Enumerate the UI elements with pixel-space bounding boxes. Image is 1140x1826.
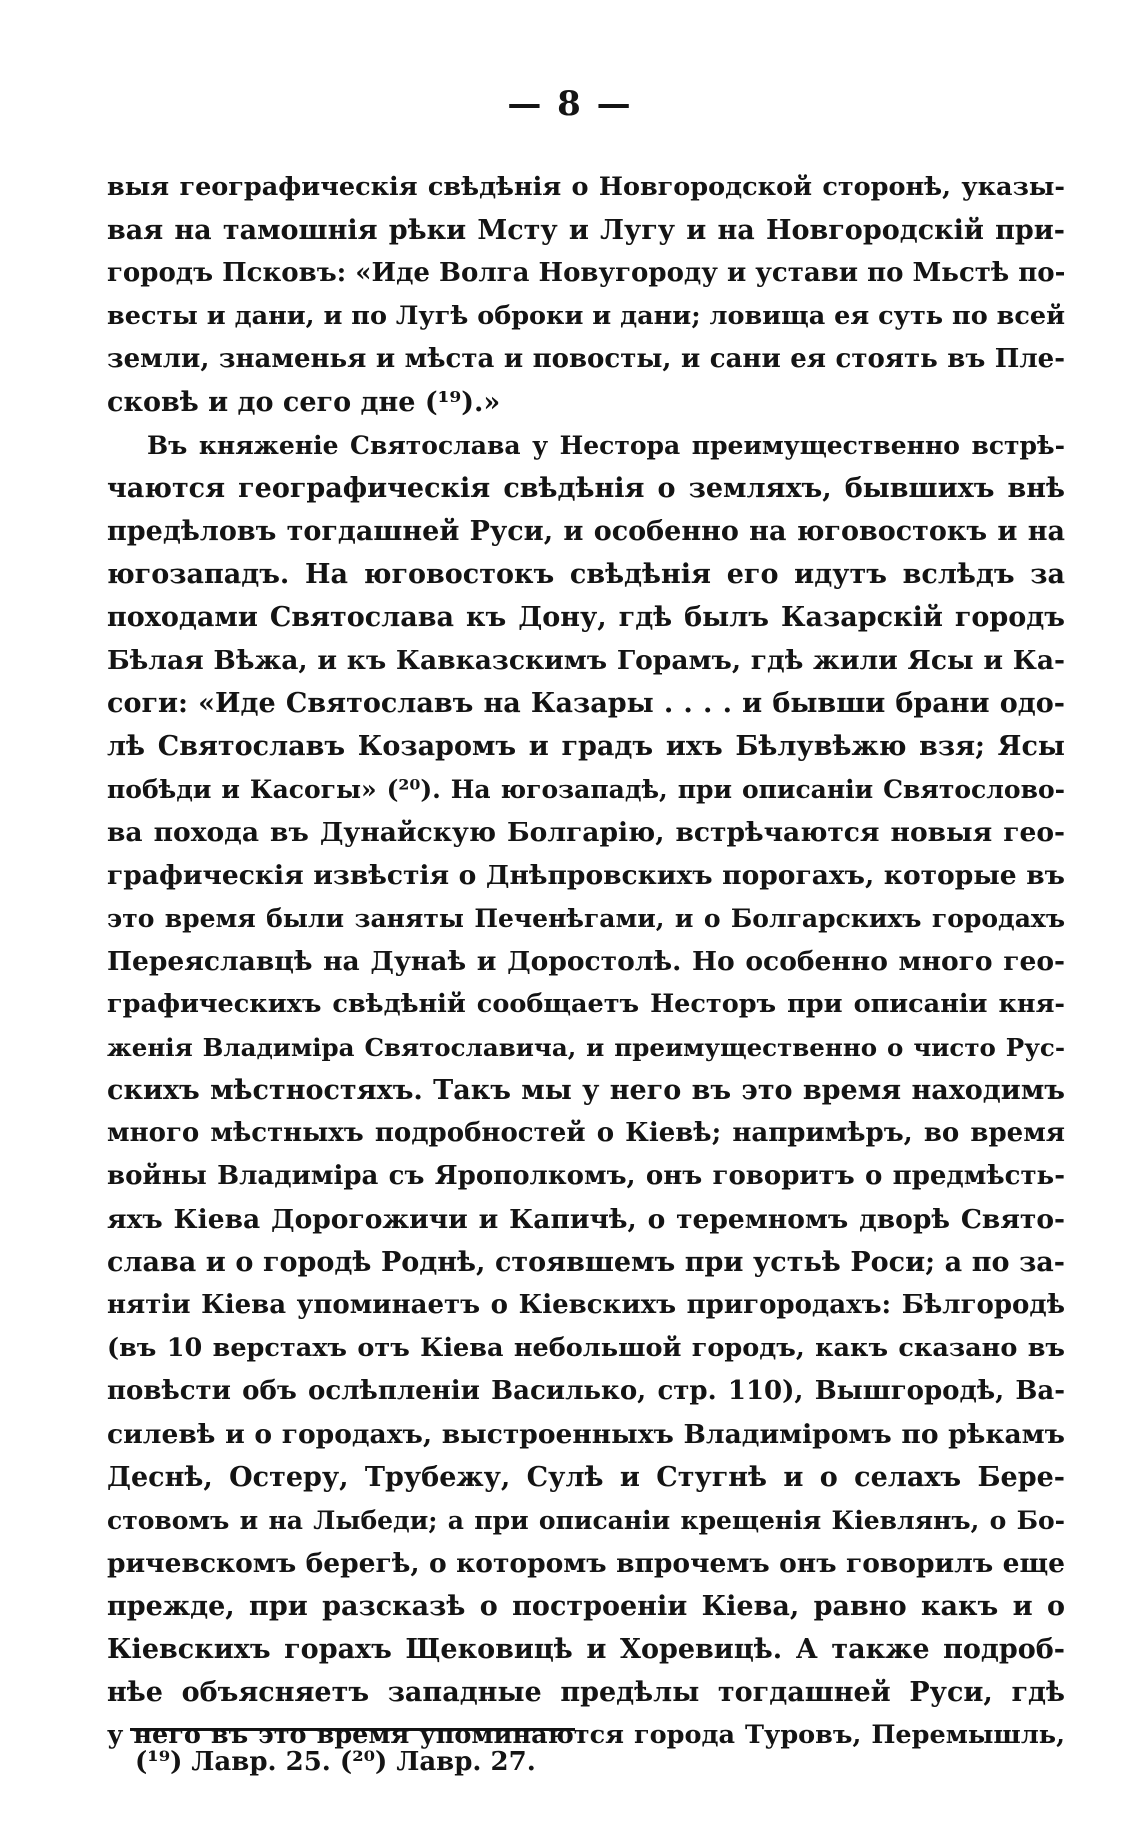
text-line: слава и о городѣ Роднѣ, стоявшемъ при устьѣ Роси; а по за- [107, 1247, 1065, 1278]
text-line: Кіевскихъ горахъ Щековицѣ и Хоревицѣ. А также подроб- [107, 1634, 1065, 1665]
text-line: походами Святослава къ Дону, гдѣ былъ Казарскій городъ [107, 602, 1065, 633]
body-text [107, 166, 1065, 1757]
text-line: предѣловъ тогдашней Руси, и особенно на юговостокъ и на [107, 516, 1065, 547]
text-line: графическія извѣстія о Днѣпровскихъ порогахъ, которые въ [107, 860, 1065, 891]
text-line: войны Владиміра съ Ярополкомъ, онъ говоритъ о предмѣсть- [107, 1161, 1065, 1191]
page-number: — 8 — [507, 84, 633, 124]
footnote-rule [130, 1728, 575, 1731]
text-line: чаются географическія свѣдѣнія о земляхъ, бывшихъ внѣ [107, 473, 1065, 504]
text-line: (въ 10 верстахъ отъ Кіева небольшой городъ, какъ сказано въ [107, 1333, 1065, 1363]
text-line: у него въ это время упоминаются города Туровъ, Перемышль, [107, 1720, 1065, 1750]
text-line: скихъ мѣстностяхъ. Такъ мы у него въ это время находимъ [107, 1075, 1065, 1106]
text-line: много мѣстныхъ подробностей о Кіевѣ; напримѣръ, во время [107, 1118, 1065, 1148]
text-line: яхъ Кіева Дорогожичи и Капичѣ, о теремномъ дворѣ Свято- [107, 1204, 1065, 1235]
text-line: выя географическія свѣдѣнія о Новгородской сторонѣ, указы- [107, 172, 1065, 202]
text-line: земли, знаменья и мѣста и повосты, и сани ея стоять въ Пле- [107, 344, 1065, 374]
text-line: ва похода въ Дунайскую Болгарію, встрѣчаются новыя гео- [107, 817, 1065, 848]
text-line: Бѣлая Вѣжа, и къ Кавказскимъ Горамъ, гдѣ жили Ясы и Ка- [107, 645, 1065, 676]
text-line: нѣе объясняетъ западные предѣлы тогдашней Руси, гдѣ [107, 1677, 1065, 1708]
text-line: Переяславцѣ на Дунаѣ и Доростолѣ. Но особенно много гео- [107, 946, 1065, 977]
text-line: соги: «Иде Святославъ на Казары . . . . и бывши брани одо- [107, 688, 1065, 719]
text-line: нятіи Кіева упоминаетъ о Кіевскихъ пригородахъ: Бѣлгородѣ [107, 1290, 1065, 1320]
text-line: стовомъ и на Лыбеди; а при описаніи крещенія Кіевлянъ, о Бо- [107, 1506, 1065, 1535]
text-line: весты и дани, и по Лугѣ оброки и дани; ловища ея суть по всей [107, 301, 1065, 331]
text-line: женія Владиміра Святославича, и преимущественно о чисто Рус- [107, 1033, 1065, 1062]
text-line: прежде, при разсказѣ о построеніи Кіева, равно какъ и о [107, 1591, 1065, 1622]
text-line: сковѣ и до сего дне (¹⁹).» [107, 387, 501, 418]
text-line: побѣди и Касогы» (²⁰). На югозападѣ, при описаніи Святослово- [107, 775, 1065, 804]
text-line: югозападъ. На юговостокъ свѣдѣнія его идутъ вслѣдъ за [107, 559, 1065, 590]
text-line: вая на тамошнія рѣки Мсту и Лугу и на Новгородскій при- [107, 215, 1065, 246]
text-line: повѣсти объ ослѣпленіи Василько, стр. 110), Вышгородѣ, Ва- [107, 1376, 1065, 1406]
text-line: лѣ Святославъ Козаромъ и градъ ихъ Бѣлувѣжю взя; Ясы [107, 731, 1065, 762]
text-line: это время были заняты Печенѣгами, и о Болгарскихъ городахъ [107, 904, 1065, 933]
text-line: Въ княженіе Святослава у Нестора преимущественно встрѣ- [147, 431, 1065, 460]
text-line: городъ Псковъ: «Иде Волга Новугороду и устави по Мьстѣ по- [107, 258, 1066, 288]
text-line: ричевскомъ берегѣ, о которомъ впрочемъ онъ говорилъ еще [107, 1548, 1065, 1579]
text-line: графическихъ свѣдѣній сообщаетъ Несторъ при описаніи кня- [107, 989, 1065, 1019]
text-line: Деснѣ, Остеру, Трубежу, Сулѣ и Стугнѣ и о селахъ Бере- [107, 1462, 1065, 1493]
footnotes: (¹⁹) Лавр. 25. (²⁰) Лавр. 27. [135, 1747, 536, 1777]
text-line: силевѣ и о городахъ, выстроенныхъ Владиміромъ по рѣкамъ [107, 1419, 1065, 1450]
